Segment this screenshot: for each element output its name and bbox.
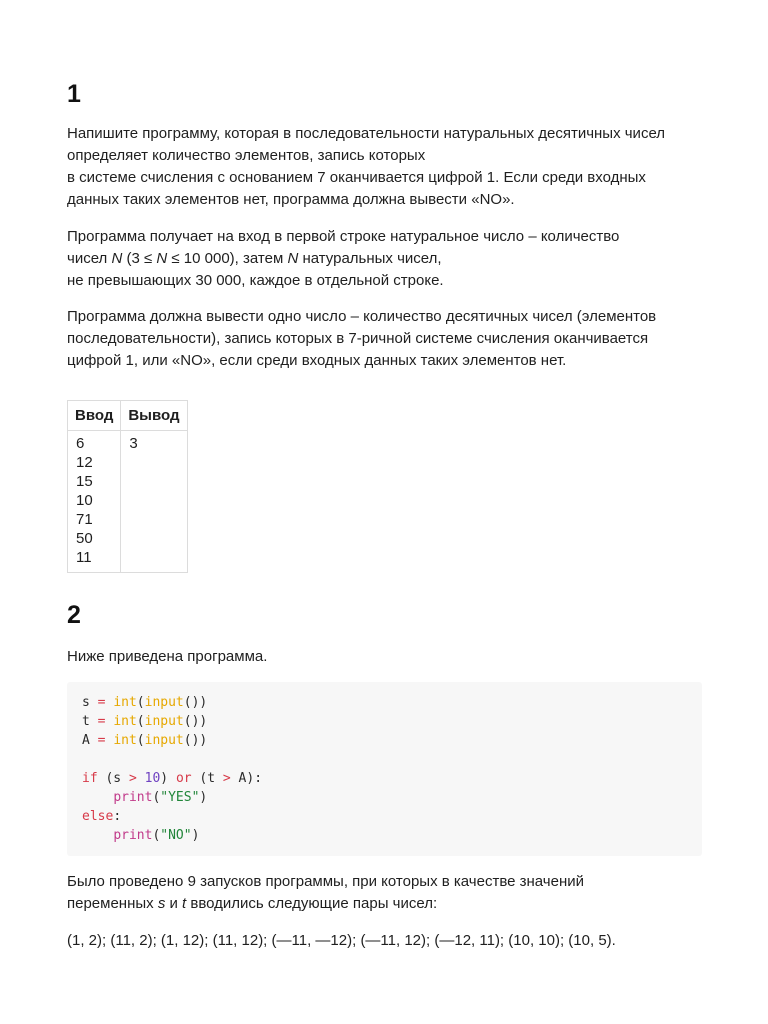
text-fragment: чисел (67, 250, 112, 267)
code-token: else (82, 809, 114, 824)
statement-line: определяет количество элементов, запись которых (67, 147, 426, 164)
table-header-input: Ввод (68, 401, 121, 431)
text-fragment: и (165, 895, 183, 912)
text-fragment: (3 ≤ (122, 250, 157, 267)
code-token: > (128, 771, 137, 786)
task-2-runs-description (67, 871, 707, 915)
input-value: 11 (76, 549, 92, 566)
code-token: "NO" (160, 828, 192, 843)
code-token: "YES" (160, 790, 200, 805)
code-line (82, 769, 262, 788)
code-token: ( (136, 695, 145, 710)
code-token: ( (136, 733, 145, 748)
input-value: 10 (76, 492, 93, 509)
statement-line: в системе счисления с основанием 7 оканчивается цифрой 1. Если среди входных (67, 169, 646, 186)
input-value: 15 (76, 473, 93, 490)
code-token: A (82, 733, 90, 748)
code-token: t (82, 714, 90, 729)
variable-n: N (111, 250, 123, 267)
code-token: int (113, 714, 137, 729)
code-token: ( (136, 714, 145, 729)
text-fragment: переменных (67, 895, 158, 912)
input-value: 6 (76, 435, 85, 452)
code-token: ( (152, 828, 161, 843)
output-desc-line: цифрой 1, или «NO», если среди входных данных таких элементов нет. (67, 352, 567, 369)
input-cell (68, 431, 121, 573)
task-2-pairs (67, 930, 707, 952)
code-token: or (175, 771, 192, 786)
code-token: 10 (144, 771, 161, 786)
input-value: 71 (76, 511, 93, 528)
runs-line: Было проведено 9 запусков программы, при которых в качестве значений (67, 873, 585, 890)
code-line (82, 826, 199, 845)
code-line (82, 731, 207, 750)
pairs-line: (1, 2); (11, 2); (1, 12); (11, 12); (—11, —12); (—11, 12); (—12, 11); (10, 10); (10, 5). (67, 932, 616, 949)
code-token: A): (230, 771, 263, 786)
code-token: if (82, 771, 98, 786)
task-1-output-description (67, 306, 707, 372)
variable-n: N (287, 250, 299, 267)
code-token: (s (105, 771, 129, 786)
code-token: ()) (183, 714, 208, 729)
statement-line: Напишите программу, которая в последовательности натуральных десятичных чисел (67, 125, 666, 142)
output-desc-line: последовательности), запись которых в 7-ричной системе счисления оканчивается (67, 330, 649, 347)
code-token: print (113, 828, 153, 843)
task-2-number: 2 (67, 601, 81, 629)
intro-line: Ниже приведена программа. (67, 648, 268, 665)
code-token: ) (191, 828, 200, 843)
output-value: 3 (129, 435, 138, 452)
text-fragment: вводились следующие пары чисел: (186, 895, 438, 912)
output-desc-line: Программа должна вывести одно число – количество десятичных чисел (элементов (67, 308, 657, 325)
runs-line (67, 893, 707, 915)
code-token: = (97, 695, 106, 710)
text-fragment: натуральных чисел, (298, 250, 442, 267)
task-1-number: 1 (67, 80, 81, 108)
code-token: : (113, 809, 122, 824)
task-1-statement (67, 123, 707, 211)
code-token: = (97, 714, 106, 729)
input-value: 12 (76, 454, 93, 471)
code-token: ) (160, 771, 176, 786)
variable-s: s (157, 895, 166, 912)
statement-line: данных таких элементов нет, программа должна вывести «NO». (67, 191, 515, 208)
code-token: ) (199, 790, 208, 805)
output-cell (121, 431, 187, 573)
code-token: int (113, 695, 137, 710)
variable-t: t (182, 895, 187, 912)
task-2-intro (67, 646, 707, 668)
code-line (82, 788, 207, 807)
code-token: print (113, 790, 153, 805)
code-token: = (97, 733, 106, 748)
code-token: input (144, 714, 184, 729)
input-desc-line: Программа получает на вход в первой строке натуральное число – количество (67, 228, 620, 245)
input-desc-line (67, 248, 707, 270)
code-token: int (113, 733, 137, 748)
text-fragment: ≤ 10 000), затем (167, 250, 288, 267)
variable-n: N (156, 250, 168, 267)
code-token: (t (191, 771, 223, 786)
task-1-input-description (67, 226, 707, 292)
table-header-output: Вывод (121, 401, 187, 431)
code-line (82, 712, 207, 731)
code-block (67, 682, 702, 856)
code-token: > (222, 771, 231, 786)
code-line (82, 807, 121, 826)
example-io-table (67, 400, 188, 573)
input-value: 50 (76, 530, 93, 547)
code-token: input (144, 733, 184, 748)
code-token: ()) (183, 733, 208, 748)
code-token: ( (152, 790, 161, 805)
code-token: input (144, 695, 184, 710)
code-token: ()) (183, 695, 208, 710)
input-desc-line: не превышающих 30 000, каждое в отдельной строке. (67, 272, 444, 289)
code-line (82, 693, 207, 712)
table-row (68, 431, 188, 573)
code-token: s (82, 695, 90, 710)
